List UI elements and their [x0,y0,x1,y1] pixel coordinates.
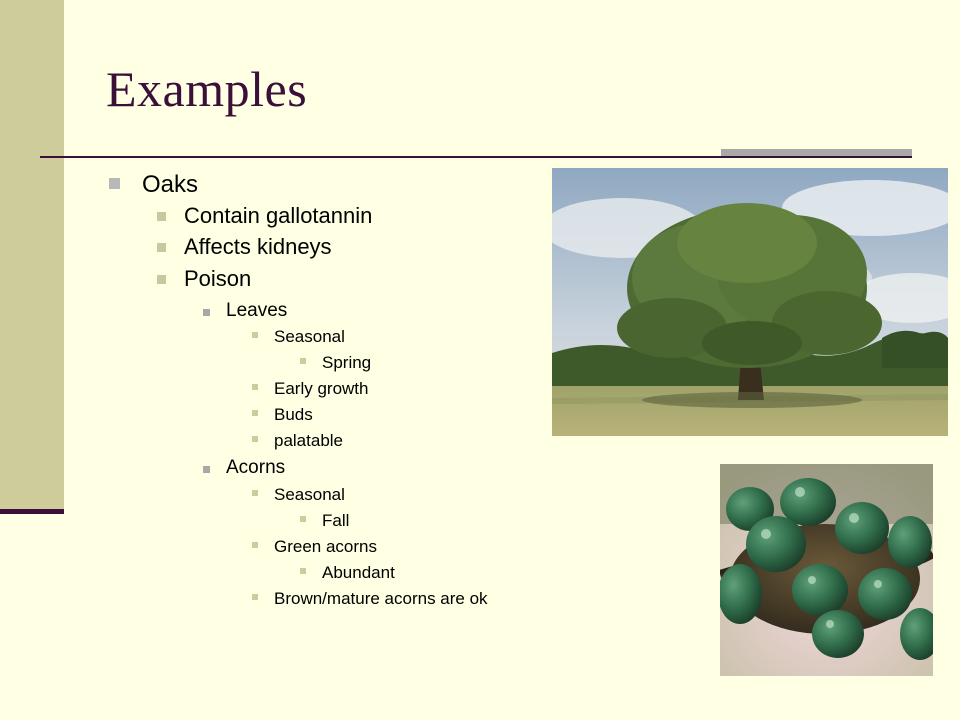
green-acorns-photo [720,464,933,676]
bullet-marker [157,275,166,284]
outline-item-early-growth: Early growth [274,379,369,398]
bullet-marker [300,568,306,574]
bullet-marker [157,212,166,221]
bullet-marker [252,490,258,496]
outline-item-abundant: Abundant [322,563,395,582]
outline-item-buds: Buds [274,405,313,424]
bullet-marker [203,309,210,316]
outline-item-acorns-seasonal: Seasonal [274,485,345,504]
outline-item-green-acorns: Green acorns [274,537,377,556]
outline-item-fall: Fall [322,511,350,530]
outline-item-acorns: Acorns [226,457,286,478]
slide-title: Examples [106,61,308,117]
bullet-marker [252,542,258,548]
outline-item-kidneys: Affects kidneys [184,234,332,259]
outline-item-gallotannin: Contain gallotannin [184,203,373,228]
outline-item-leaves-seasonal: Seasonal [274,327,345,346]
outline-item-brown-ok: Brown/mature acorns are ok [274,589,488,608]
bullet-marker [203,466,210,473]
outline-item-poison: Poison [184,266,252,291]
outline-item-oaks: Oaks [142,171,199,198]
bullet-marker [109,178,120,189]
bullet-marker [252,384,258,390]
outline-item-palatable: palatable [274,431,344,450]
oak-tree-photo [552,168,948,436]
left-side-band [0,0,64,512]
bullet-marker [157,243,166,252]
bullet-marker [252,332,258,338]
bullet-marker [300,516,306,522]
outline-item-spring: Spring [322,353,372,372]
bullet-marker [252,594,258,600]
left-accent-bar [0,509,64,514]
title-rule [40,156,912,158]
bullet-marker [252,410,258,416]
outline-item-leaves: Leaves [226,300,288,321]
bullet-marker [300,358,306,364]
bullet-marker [252,436,258,442]
